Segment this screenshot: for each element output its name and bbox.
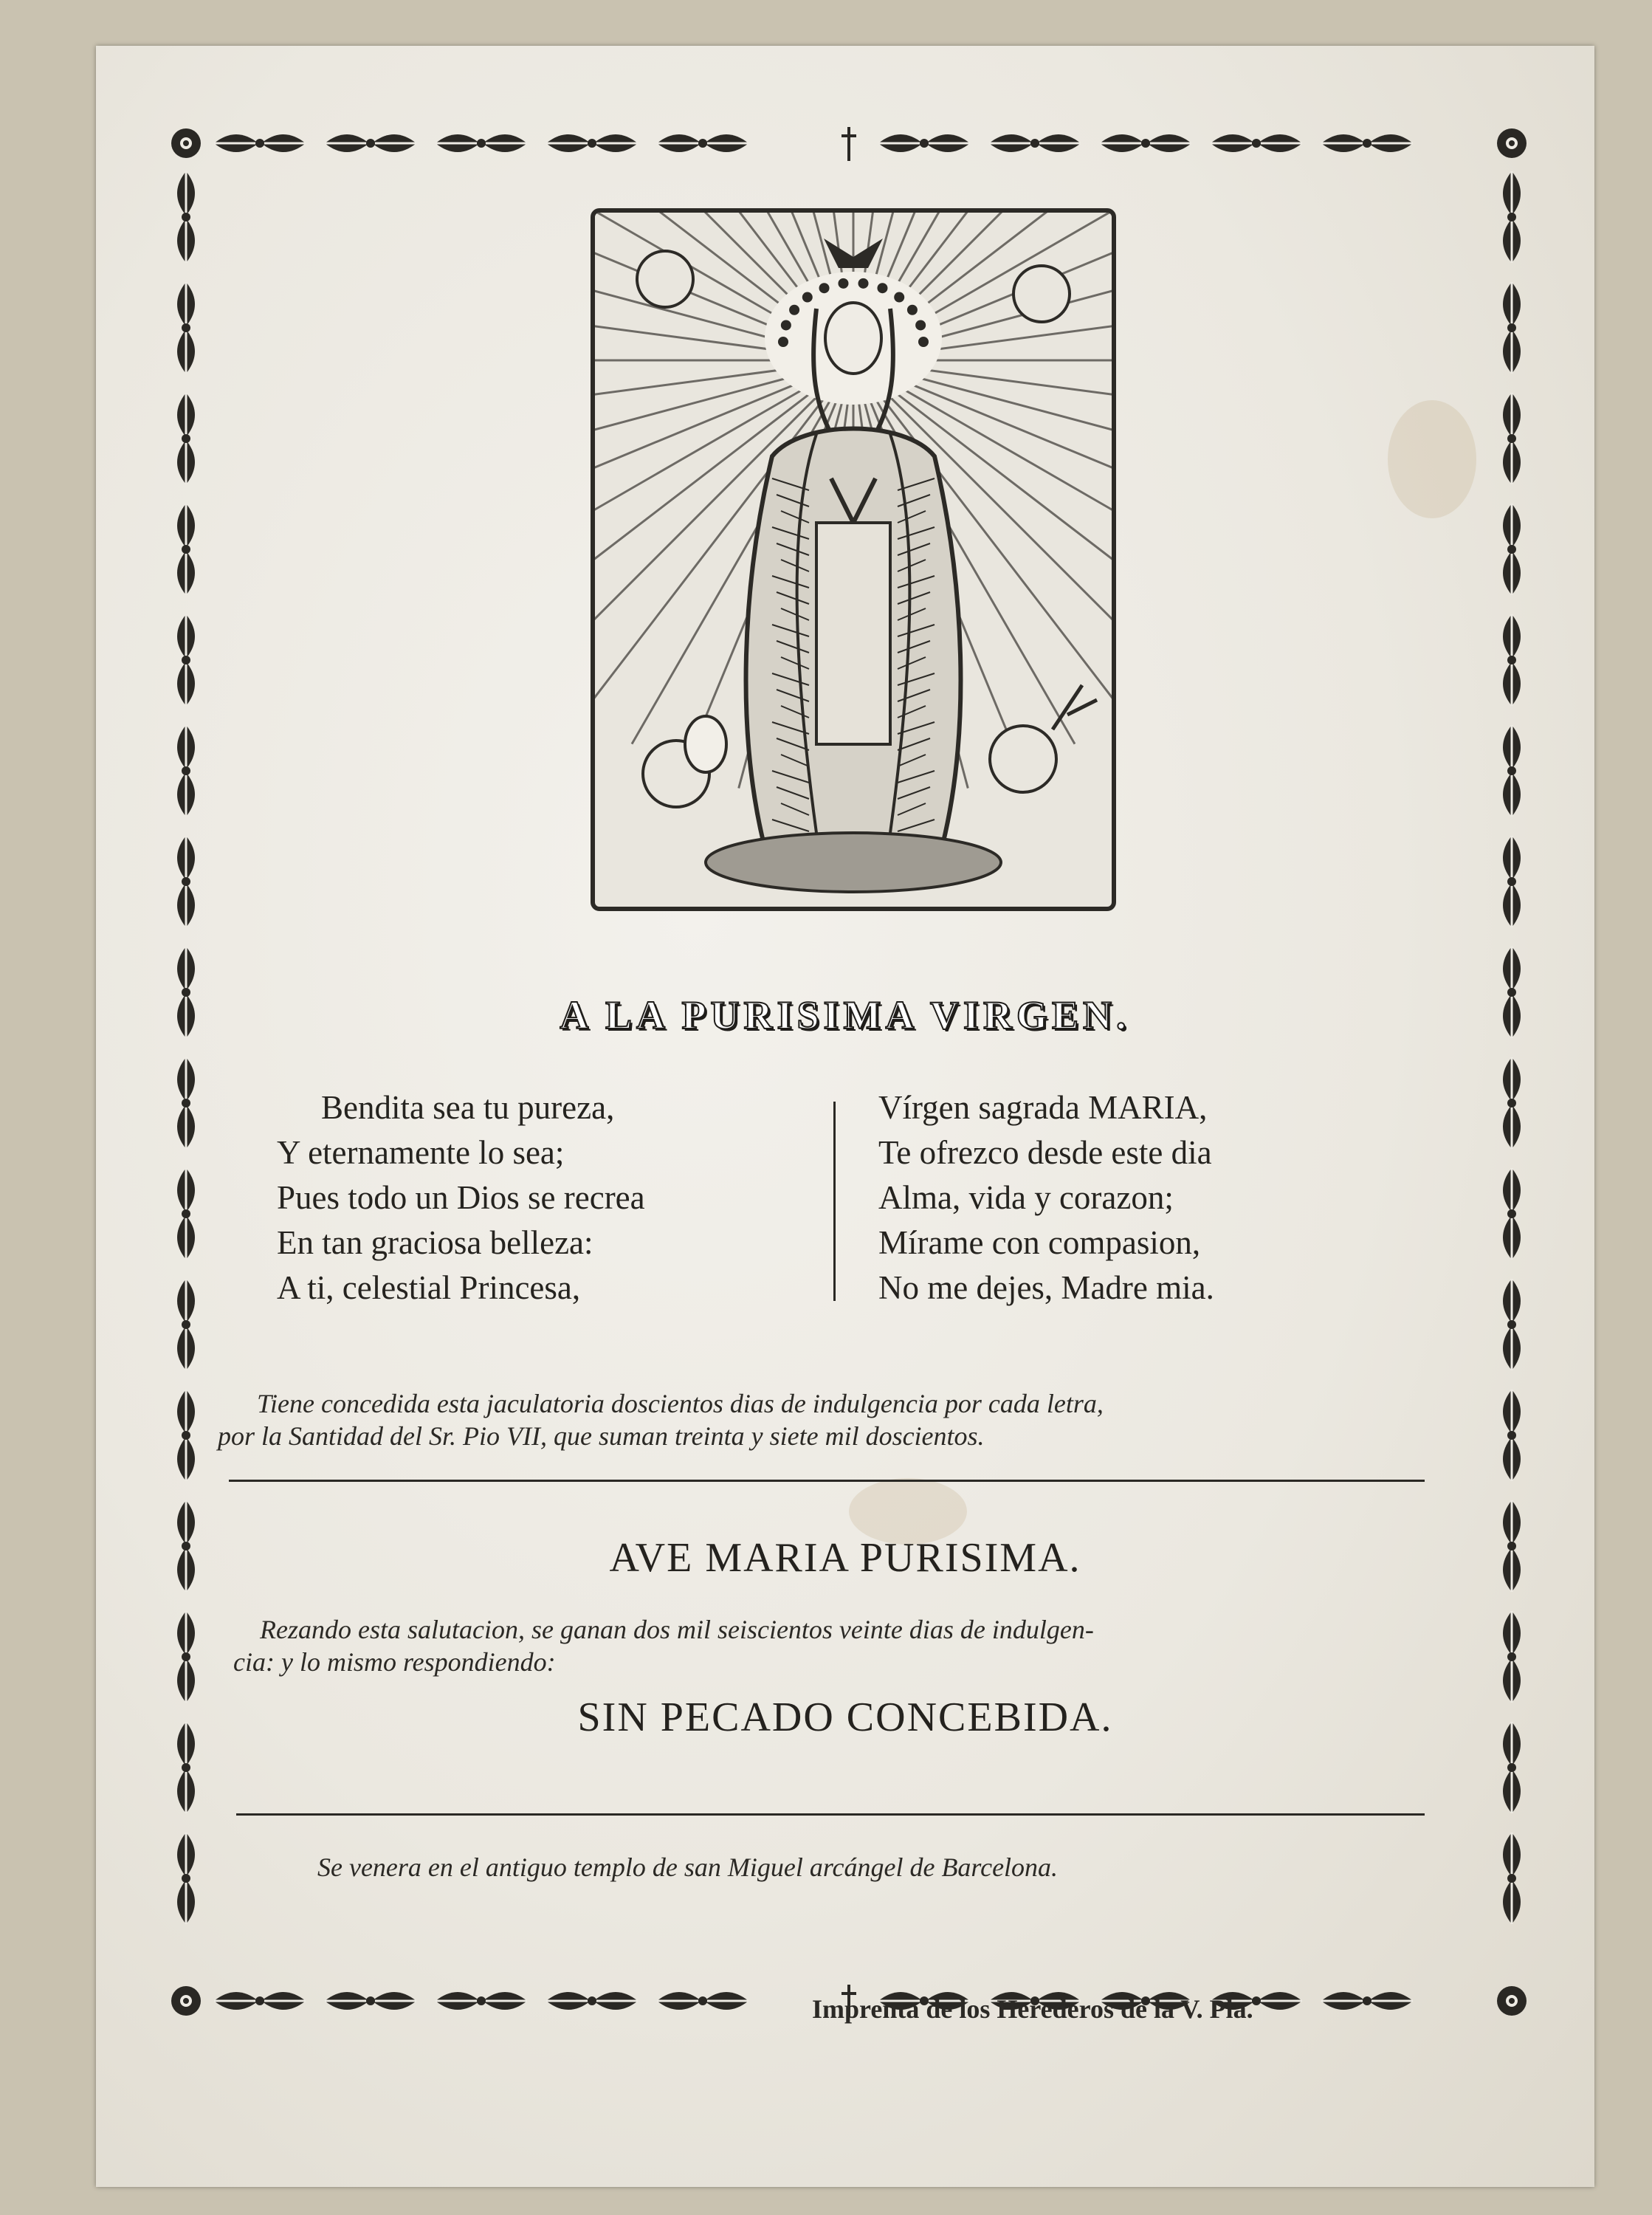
palm-leaf-ornament <box>878 134 970 152</box>
verse-column-right <box>878 1085 1214 1311</box>
verse-divider <box>833 1102 836 1301</box>
palm-leaf-ornament <box>1503 1168 1521 1260</box>
rosette-icon <box>1497 1986 1527 2016</box>
rosette-icon <box>171 128 201 158</box>
palm-leaf-ornament <box>546 134 638 152</box>
indulgence-note-line: Tiene concedida esta jaculatoria doscientos dias de indulgencia por cada letra, <box>257 1389 1104 1418</box>
verse-line: Vírgen sagrada MARIA, <box>878 1089 1208 1126</box>
rosette-icon <box>1497 128 1527 158</box>
halo-star <box>819 283 830 293</box>
divider-rule <box>236 1813 1425 1816</box>
palm-leaf-ornament <box>325 134 416 152</box>
palm-leaf-ornament <box>657 1992 748 2010</box>
palm-leaf-ornament <box>177 171 195 263</box>
verse-line: Alma, vida y corazon; <box>878 1179 1174 1216</box>
salutation-note-line: Rezando esta salutacion, se ganan dos mil seiscientos veinte dias de indulgen- <box>260 1615 1094 1644</box>
verse-line: No me dejes, Madre mia. <box>878 1269 1214 1306</box>
palm-leaf-ornament <box>1503 1833 1521 1924</box>
halo-star <box>907 305 918 315</box>
halo-star <box>838 278 848 289</box>
palm-leaf-ornament <box>1321 134 1413 152</box>
salutation-note-line: cia: y lo mismo respondiendo: <box>233 1647 556 1677</box>
printer-imprint: Imprenta de los Herederos de la V. Pla. <box>812 1994 1253 2024</box>
indulgence-note-line: por la Santidad del Sr. Pio VII, que suman treinta y siete mil doscientos. <box>218 1421 985 1451</box>
palm-leaf-ornament <box>989 134 1081 152</box>
palm-leaf-ornament <box>177 282 195 374</box>
palm-leaf-ornament <box>1503 614 1521 706</box>
palm-leaf-ornament <box>546 1992 638 2010</box>
page-title: A LA PURISIMA VIRGEN. <box>560 993 1131 1037</box>
halo-star <box>894 292 904 303</box>
palm-leaf-ornament <box>177 1833 195 1924</box>
palm-leaf-ornament <box>1503 1057 1521 1149</box>
divider-rule <box>229 1480 1425 1482</box>
verse-line: Y eternamente lo sea; <box>277 1134 565 1171</box>
angel-right <box>990 726 1056 792</box>
palm-leaf-ornament <box>177 1611 195 1703</box>
globe-serpent <box>706 833 1001 892</box>
palm-leaf-ornament <box>177 1279 195 1370</box>
palm-leaf-ornament <box>177 1057 195 1149</box>
palm-leaf-ornament <box>214 1992 306 2010</box>
palm-leaf-ornament <box>1503 393 1521 484</box>
halo-star <box>781 320 791 330</box>
response-heading: SIN PECADO CONCEBIDA. <box>577 1694 1113 1740</box>
halo-star <box>858 278 869 289</box>
palm-leaf-ornament <box>657 134 748 152</box>
palm-leaf-ornament <box>325 1992 416 2010</box>
print-sheet <box>96 46 1594 2187</box>
verse-line: Mírame con compasion, <box>878 1224 1201 1261</box>
halo-star <box>778 337 788 347</box>
verse-line: En tan graciosa belleza: <box>277 1224 593 1261</box>
palm-leaf-ornament <box>214 134 306 152</box>
virgin-woodcut <box>591 208 1116 911</box>
verse-line: Bendita sea tu pureza, <box>321 1089 615 1126</box>
palm-leaf-ornament <box>1503 504 1521 595</box>
palm-leaf-ornament <box>1503 836 1521 927</box>
salutation-heading: AVE MARIA PURISIMA. <box>609 1535 1081 1581</box>
palm-leaf-ornament <box>1100 134 1191 152</box>
halo-star <box>877 283 887 293</box>
lily-icon <box>1053 685 1097 729</box>
cross-icon <box>842 127 856 161</box>
palm-leaf-ornament <box>1503 282 1521 374</box>
palm-leaf-ornament <box>1503 1390 1521 1481</box>
palm-leaf-ornament <box>177 1168 195 1260</box>
palm-leaf-ornament <box>436 1992 527 2010</box>
palm-leaf-ornament <box>1503 1611 1521 1703</box>
palm-leaf-ornament <box>177 393 195 484</box>
halo-star <box>789 305 799 315</box>
halo-star <box>915 320 926 330</box>
palm-leaf-ornament <box>436 134 527 152</box>
palm-leaf-ornament <box>1503 725 1521 817</box>
palm-leaf-ornament <box>177 504 195 595</box>
mirror-icon <box>685 716 726 772</box>
verse-line: Pues todo un Dios se recrea <box>277 1179 645 1216</box>
rosette-icon <box>171 1986 201 2016</box>
palm-leaf-ornament <box>1211 134 1302 152</box>
palm-leaf-ornament <box>1503 171 1521 263</box>
palm-leaf-ornament <box>1321 1992 1413 2010</box>
halo-star <box>802 292 813 303</box>
verse-column-left <box>277 1085 645 1311</box>
palm-leaf-ornament <box>177 836 195 927</box>
verse-line: Te ofrezco desde este dia <box>878 1134 1212 1171</box>
palm-leaf-ornament <box>177 614 195 706</box>
palm-leaf-ornament <box>1503 1279 1521 1370</box>
halo-star <box>918 337 929 347</box>
cherub-head <box>637 251 693 307</box>
cherub-head <box>1013 266 1070 322</box>
location-note: Se venera en el antiguo templo de san Miguel arcángel de Barcelona. <box>317 1852 1059 1882</box>
palm-leaf-ornament <box>177 725 195 817</box>
palm-leaf-ornament <box>177 1390 195 1481</box>
verse-line: A ti, celestial Princesa, <box>277 1269 581 1306</box>
